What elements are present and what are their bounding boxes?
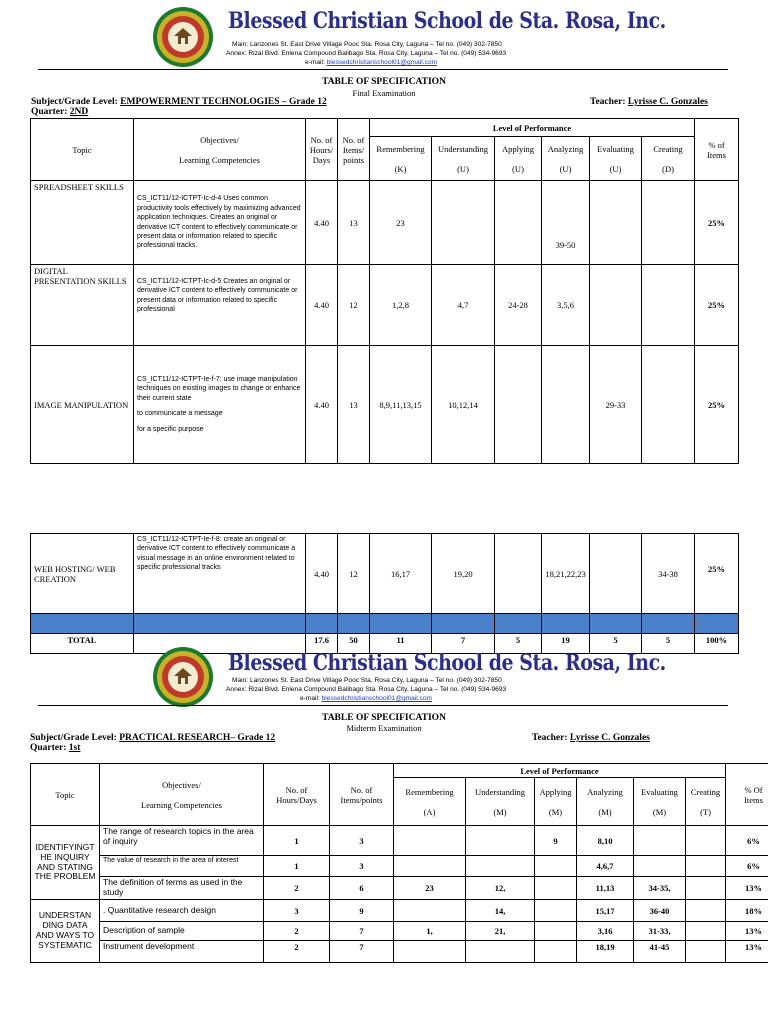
email-line xyxy=(305,59,437,67)
creating-cell xyxy=(686,922,726,941)
applying-cell xyxy=(495,181,542,265)
email-label: e-mail: xyxy=(305,59,325,66)
hours-cell: 1 xyxy=(264,856,330,877)
analyzing-cell xyxy=(542,346,590,464)
table-row xyxy=(31,181,739,265)
doc2-topic-header: Topic xyxy=(31,764,100,826)
doc1-level-analyzing: Analyzing (U) xyxy=(542,137,590,181)
total-remembering: 11 xyxy=(370,634,432,654)
evaluating-cell: 34-35, xyxy=(634,877,686,900)
remembering-cell: 1, xyxy=(394,922,466,941)
doc2-level-analyzing: Analyzing (M) xyxy=(577,778,634,826)
pct-cell: 25% xyxy=(695,265,739,346)
competency-cell: CS_ICT11/12-ICTPT-Ic-d-4 Uses common productivity tools effectively by maximizing advanced application techniques. Creates an original or derivative ICT content to effectively communicate or present data or information related to specific professional tracks. xyxy=(134,181,306,265)
doc1-level-creating: Creating (D) xyxy=(642,137,695,181)
email-label: e-mail: xyxy=(300,695,320,702)
doc1-level-applying: Applying (U) xyxy=(495,137,542,181)
header-divider xyxy=(38,69,728,70)
topic-cell: DIGITAL PRESENTATION SKILLS xyxy=(31,265,134,346)
header-divider xyxy=(38,705,728,706)
creating-cell xyxy=(686,826,726,856)
items-cell: 12 xyxy=(338,534,370,614)
understanding-cell: 21, xyxy=(466,922,535,941)
total-applying: 5 xyxy=(495,634,542,654)
remembering-cell: 23 xyxy=(370,181,432,265)
items-cell: 13 xyxy=(338,181,370,265)
doc2-level-header: Level of Performance xyxy=(394,764,726,778)
doc2-spec-table xyxy=(30,763,768,963)
topic-cell: WEB HOSTING/ WEB CREATION xyxy=(31,534,134,614)
doc1-subject-value: EMPOWERMENT TECHNOLOGIES – Grade 12 xyxy=(120,97,327,107)
analyzing-cell: 39-50 xyxy=(542,181,590,265)
hours-cell: 4.40 xyxy=(306,534,338,614)
doc2-title: TABLE OF SPECIFICATION xyxy=(322,713,446,723)
school-name: Blessed Christian School de Sta. Rosa, Inc. xyxy=(228,650,666,676)
annex-address: Annex: Rizal Blvd. Enlena Compound Balibago Sta. Rosa City, Laguna – Tel no. (049) 534-9693 xyxy=(226,50,507,57)
creating-cell xyxy=(686,877,726,900)
competency-cell: The range of research topics in the area of inquiry xyxy=(100,826,264,856)
analyzing-cell: 3,16 xyxy=(577,922,634,941)
hours-cell: 2 xyxy=(264,941,330,963)
hours-cell: 4.40 xyxy=(306,346,338,464)
total-evaluating: 5 xyxy=(590,634,642,654)
pct-cell: 25% xyxy=(695,346,739,464)
applying-cell xyxy=(495,346,542,464)
doc2-quarter: Quarter: 1st xyxy=(30,743,81,753)
competency-cell: CS_ICT11/12-ICTPT-Ic-d-5 Creates an original or derivative ICT content to effectively communicate or present data or information related to specific professional xyxy=(134,265,306,346)
evaluating-cell xyxy=(634,826,686,856)
evaluating-cell: 31-33, xyxy=(634,922,686,941)
competency-cell: Description of sample xyxy=(100,922,264,941)
total-pct: 100% xyxy=(695,634,739,654)
creating-cell xyxy=(642,265,695,346)
total-hours: 17.6 xyxy=(306,634,338,654)
doc1-objectives-header: Objectives/ Learning Competencies xyxy=(134,119,306,181)
table-row xyxy=(31,941,768,963)
school-header xyxy=(0,0,768,70)
total-creating: 5 xyxy=(642,634,695,654)
pct-cell: 13% xyxy=(726,877,768,900)
doc2-level-applying: Applying (M) xyxy=(535,778,577,826)
items-cell: 9 xyxy=(330,900,394,922)
school-name: Blessed Christian School de Sta. Rosa, Inc. xyxy=(228,8,666,34)
table-row xyxy=(31,346,739,464)
spacer-row xyxy=(31,614,739,634)
competency-cell: The value of research in the area of interest xyxy=(100,856,264,877)
pct-cell: 13% xyxy=(726,922,768,941)
doc2-level-evaluating: Evaluating (M) xyxy=(634,778,686,826)
creating-cell xyxy=(686,856,726,877)
creating-cell xyxy=(642,181,695,265)
remembering-cell: 16,17 xyxy=(370,534,432,614)
doc1-subject: Subject/Grade Level: EMPOWERMENT TECHNOLOGIES – Grade 12 xyxy=(31,97,327,107)
doc1-teacher: Teacher: Lyrisse C. Gonzales xyxy=(590,97,708,107)
hours-cell: 1 xyxy=(264,826,330,856)
creating-cell xyxy=(686,941,726,963)
remembering-cell xyxy=(394,900,466,922)
understanding-cell xyxy=(466,941,535,963)
doc1-level-header: Level of Performance xyxy=(370,119,695,137)
understanding-cell: 4,7 xyxy=(432,265,495,346)
main-address: Main: Lanzones St. East Drive Village Pooc Sta. Rosa City, Laguna – Tel no. (049) 302-7850 xyxy=(232,677,502,684)
hours-cell: 4.40 xyxy=(306,265,338,346)
analyzing-cell: 11,13 xyxy=(577,877,634,900)
doc2-level-remembering: Remembering (A) xyxy=(394,778,466,826)
competency-cell: The definition of terms as used in the study xyxy=(100,877,264,900)
applying-cell xyxy=(535,877,577,900)
evaluating-cell: 36-40 xyxy=(634,900,686,922)
table-row xyxy=(31,534,739,614)
competency-cell: CS_ICT11/12-ICTPT-Ie-f-7: use image manipulation techniques on existing images to change or enhance their current state to communicate a message for a specific purpose xyxy=(134,346,306,464)
items-cell: 3 xyxy=(330,826,394,856)
analyzing-cell: 18,21,22,23 xyxy=(542,534,590,614)
doc1-title: TABLE OF SPECIFICATION xyxy=(322,77,446,87)
hours-cell: 2 xyxy=(264,922,330,941)
doc2-header-row-1 xyxy=(31,764,768,778)
applying-cell: 9 xyxy=(535,826,577,856)
doc1-pct-header: % of Items xyxy=(695,119,739,181)
email-link[interactable]: blessedchristianschool01@gmail.com xyxy=(321,695,433,702)
topic-cell: IMAGE MANIPULATION xyxy=(31,346,134,464)
hours-cell: 3 xyxy=(264,900,330,922)
understanding-cell: 10,12,14 xyxy=(432,346,495,464)
doc1-spec-table-continued xyxy=(30,533,739,654)
table-row xyxy=(31,826,768,856)
table-row xyxy=(31,856,768,877)
understanding-cell xyxy=(466,826,535,856)
pct-cell: 6% xyxy=(726,856,768,877)
applying-cell xyxy=(535,922,577,941)
analyzing-cell: 18,19 xyxy=(577,941,634,963)
doc2-subject-value: PRACTICAL RESEARCH– Grade 12 xyxy=(119,733,276,743)
hours-cell: 2 xyxy=(264,877,330,900)
doc1-header-row-1 xyxy=(31,119,739,137)
evaluating-cell: 41-45 xyxy=(634,941,686,963)
school-header xyxy=(0,644,768,714)
evaluating-cell xyxy=(590,265,642,346)
evaluating-cell xyxy=(634,856,686,877)
doc1-topic-header: Topic xyxy=(31,119,134,181)
hours-cell: 4.40 xyxy=(306,181,338,265)
doc1-level-understanding: Understanding (U) xyxy=(432,137,495,181)
annex-address: Annex: Rizal Blvd. Enlena Compound Balibago Sta. Rosa City, Laguna – Tel no. (049) 534-9693 xyxy=(226,686,507,693)
pct-cell: 6% xyxy=(726,826,768,856)
doc2-exam: Midterm Examination xyxy=(346,723,422,733)
total-label: TOTAL xyxy=(31,634,134,654)
doc2-hours-header: No. of Hours/Days xyxy=(264,764,330,826)
remembering-cell xyxy=(394,856,466,877)
evaluating-cell: 29-33 xyxy=(590,346,642,464)
topic-cell: SPREADSHEET SKILLS xyxy=(31,181,134,265)
creating-cell xyxy=(686,900,726,922)
doc1-items-header: No. of Items/ points xyxy=(338,119,370,181)
understanding-cell xyxy=(432,181,495,265)
understanding-cell: 14, xyxy=(466,900,535,922)
items-cell: 6 xyxy=(330,877,394,900)
doc1-level-remembering: Remembering (K) xyxy=(370,137,432,181)
doc2-level-understanding: Understanding (M) xyxy=(466,778,535,826)
doc1-level-evaluating: Evaluating (U) xyxy=(590,137,642,181)
items-cell: 7 xyxy=(330,922,394,941)
competency-cell: . Quantitative research design xyxy=(100,900,264,922)
email-line xyxy=(300,695,432,703)
table-row xyxy=(31,900,768,922)
doc1-quarter-value: 2ND xyxy=(69,107,89,117)
doc2-level-creating: Creating (T) xyxy=(686,778,726,826)
remembering-cell: 1,2,8 xyxy=(370,265,432,346)
evaluating-cell xyxy=(590,534,642,614)
items-cell: 13 xyxy=(338,346,370,464)
competency-cell: CS_ICT11/12-ICTPT-Ie-f-8: create an original or derivative ICT content to effectively communicate a visual message in an online environment related to specific professional tracks xyxy=(134,534,306,614)
remembering-cell xyxy=(394,826,466,856)
doc2-teacher-value: Lyrisse C. Gonzales xyxy=(569,733,650,743)
understanding-cell: 12, xyxy=(466,877,535,900)
applying-cell xyxy=(535,856,577,877)
items-cell: 7 xyxy=(330,941,394,963)
doc2-items-header: No. of Items/points xyxy=(330,764,394,826)
remembering-cell xyxy=(394,941,466,963)
understanding-cell: 19,20 xyxy=(432,534,495,614)
topic-cell: UNDERSTAN DING DATA AND WAYS TO SYSTEMATIC xyxy=(31,900,100,963)
creating-cell: 34-38 xyxy=(642,534,695,614)
applying-cell xyxy=(495,534,542,614)
doc1-teacher-value: Lyrisse C. Gonzales xyxy=(627,97,708,107)
applying-cell: 24-28 xyxy=(495,265,542,346)
applying-cell xyxy=(535,900,577,922)
applying-cell xyxy=(535,941,577,963)
creating-cell xyxy=(642,346,695,464)
pct-cell: 18% xyxy=(726,900,768,922)
remembering-cell: 8,9,11,13,15 xyxy=(370,346,432,464)
doc1-quarter: Quarter: 2ND xyxy=(31,107,89,117)
total-understanding: 7 xyxy=(432,634,495,654)
email-link[interactable]: blessedchristianschool01@gmail.com xyxy=(326,59,438,66)
doc2-subject: Subject/Grade Level: PRACTICAL RESEARCH– Grade 12 xyxy=(30,733,276,743)
main-address: Main: Lanzones St. East Drive Village Pooc Sta. Rosa City, Laguna – Tel no. (049) 302-7850 xyxy=(232,41,502,48)
understanding-cell xyxy=(466,856,535,877)
analyzing-cell: 15,17 xyxy=(577,900,634,922)
table-row xyxy=(31,922,768,941)
doc1-spec-table xyxy=(30,118,739,464)
table-row xyxy=(31,265,739,346)
analyzing-cell: 4,6,7 xyxy=(577,856,634,877)
doc2-quarter-value: 1st xyxy=(68,743,81,753)
evaluating-cell xyxy=(590,181,642,265)
doc2-teacher: Teacher: Lyrisse C. Gonzales xyxy=(532,733,650,743)
pct-cell: 25% xyxy=(695,534,739,614)
items-cell: 12 xyxy=(338,265,370,346)
pct-cell: 25% xyxy=(695,181,739,265)
school-logo-icon xyxy=(152,6,214,68)
doc2-pct-header: % Of Items xyxy=(726,764,768,826)
analyzing-cell: 8,10 xyxy=(577,826,634,856)
analyzing-cell: 3,5,6 xyxy=(542,265,590,346)
doc1-exam: Final Examination xyxy=(352,88,416,98)
total-items: 50 xyxy=(338,634,370,654)
pct-cell: 13% xyxy=(726,941,768,963)
doc2-objectives-header: Objectives/ Learning Competencies xyxy=(100,764,264,826)
doc1-hours-header: No. of Hours/ Days xyxy=(306,119,338,181)
topic-cell: IDENTIFYINGT HE INQUIRY AND STATING THE PROBLEM xyxy=(31,826,100,900)
table-row xyxy=(31,877,768,900)
school-logo-icon xyxy=(152,646,214,708)
competency-cell: Instrument development xyxy=(100,941,264,963)
items-cell: 3 xyxy=(330,856,394,877)
remembering-cell: 23 xyxy=(394,877,466,900)
total-analyzing: 19 xyxy=(542,634,590,654)
